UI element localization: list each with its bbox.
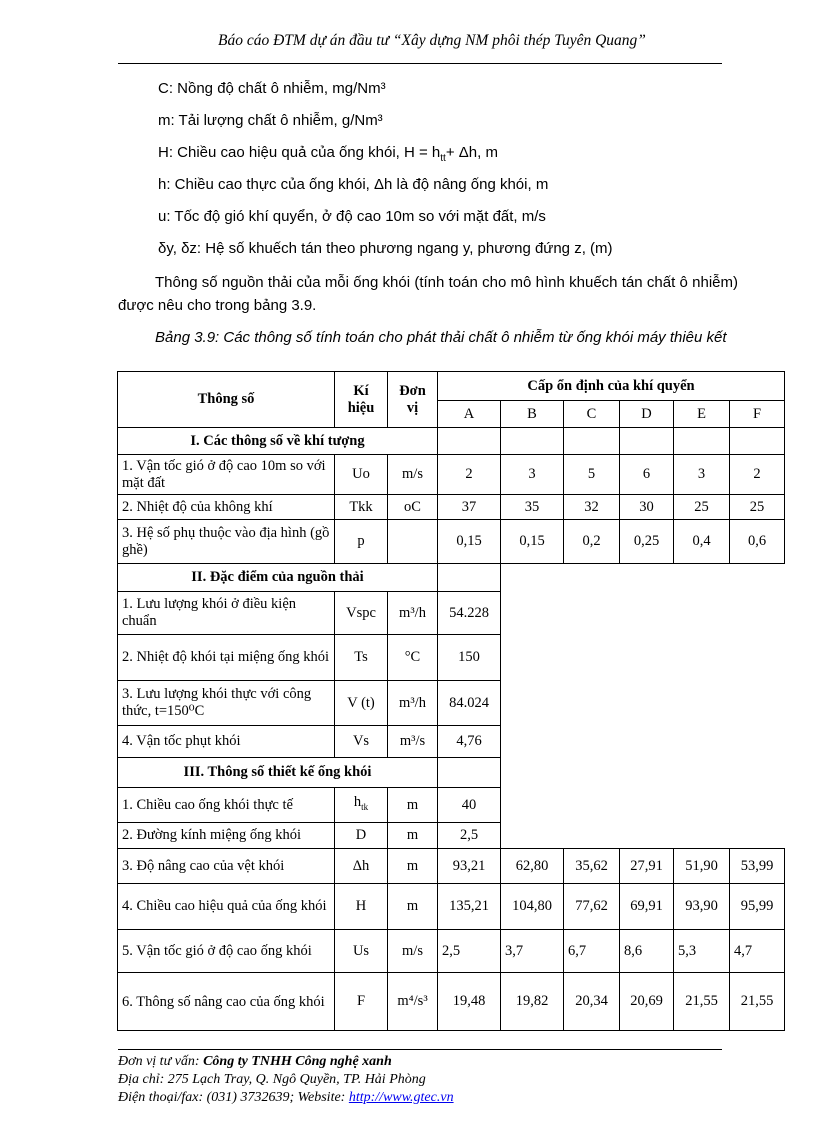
param-label: 1. Chiều cao ống khói thực tế	[118, 788, 335, 823]
class-d: D	[620, 401, 674, 428]
value-a: 93,21	[438, 849, 501, 884]
table-row	[118, 455, 785, 495]
class-c: C	[564, 401, 620, 428]
value-single: 40	[438, 788, 501, 823]
footer-consultant-label: Đơn vị tư vấn:	[118, 1054, 200, 1069]
value-c: 6,7	[564, 930, 620, 973]
param-symbol-base: h	[353, 794, 362, 811]
param-unit: °C	[388, 635, 438, 681]
param-symbol	[335, 788, 388, 823]
value-b: 0,15	[501, 520, 564, 564]
section-title: III. Thông số thiết kế ống khói	[118, 758, 438, 788]
footer-contact	[118, 1089, 454, 1107]
value-single: 54.228	[438, 592, 501, 635]
value-f: 25	[730, 495, 785, 520]
param-symbol: Vspc	[335, 592, 388, 635]
class-f: F	[730, 401, 785, 428]
value-c: 5	[564, 455, 620, 495]
page-footer	[118, 1053, 454, 1107]
footer-consultant	[118, 1053, 454, 1071]
value-a: 0,15	[438, 520, 501, 564]
definition-h-text: H: Chiều cao hiệu quả của ống khói, H = h	[158, 144, 441, 161]
table-row	[118, 849, 785, 884]
value-d: 30	[620, 495, 674, 520]
param-symbol: Us	[335, 930, 388, 973]
value-a: 19,48	[438, 973, 501, 1031]
section-row	[118, 564, 785, 592]
definition-h-real: h: Chiều cao thực của ống khói, Δh là độ nâng ống khói, m	[158, 176, 549, 193]
param-symbol: V (t)	[335, 681, 388, 726]
param-symbol: H	[335, 884, 388, 930]
value-d: 0,25	[620, 520, 674, 564]
footer-consultant-name: Công ty TNHH Công nghệ xanh	[203, 1054, 392, 1069]
param-unit: oC	[388, 495, 438, 520]
param-symbol: Vs	[335, 726, 388, 758]
value-single: 150	[438, 635, 501, 681]
param-symbol: p	[335, 520, 388, 564]
param-symbol: Δh	[335, 849, 388, 884]
definition-u: u: Tốc độ gió khí quyển, ở độ cao 10m so với mặt đất, m/s	[158, 208, 546, 225]
table-caption: Bảng 3.9: Các thông số tính toán cho phát thải chất ô nhiễm từ ống khói máy thiêu kết	[155, 329, 727, 346]
param-label: 3. Độ nâng cao của vệt khói	[118, 849, 335, 884]
table-row	[118, 930, 785, 973]
header-stability: Cấp ổn định của khí quyển	[438, 372, 785, 401]
value-a: 37	[438, 495, 501, 520]
header-param: Thông số	[118, 372, 335, 428]
table-row	[118, 788, 785, 823]
param-label: 3. Hệ số phụ thuộc vào địa hình (gồ ghề)	[118, 520, 335, 564]
value-c: 20,34	[564, 973, 620, 1031]
footer-website-link[interactable]: http://www.gtec.vn	[348, 1090, 454, 1105]
param-symbol-sub: tk	[361, 801, 369, 812]
value-d: 6	[620, 455, 674, 495]
value-d: 8,6	[620, 930, 674, 973]
footer-phone: Điện thoại/fax: (031) 3732639; Website:	[118, 1090, 346, 1105]
value-f: 2	[730, 455, 785, 495]
header-symbol: Kí hiệu	[335, 372, 388, 428]
param-unit: m³/h	[388, 592, 438, 635]
table-header-row	[118, 372, 785, 401]
value-e: 21,55	[674, 973, 730, 1031]
definition-h-tail: + Δh, m	[445, 144, 498, 161]
table-row	[118, 520, 785, 564]
value-c: 32	[564, 495, 620, 520]
param-unit: m	[388, 884, 438, 930]
param-symbol: F	[335, 973, 388, 1031]
definition-m: m: Tải lượng chất ô nhiễm, g/Nm³	[158, 112, 383, 129]
value-f: 4,7	[730, 930, 785, 973]
definition-sigma: δy, δz: Hệ số khuếch tán theo phương ngang y, phương đứng z, (m)	[158, 240, 613, 257]
value-single: 84.024	[438, 681, 501, 726]
param-unit: m⁴/s³	[388, 973, 438, 1031]
value-b: 3,7	[501, 930, 564, 973]
definition-h-sub: tt	[440, 153, 446, 164]
param-label: 1. Vận tốc gió ở độ cao 10m so với mặt đất	[118, 455, 335, 495]
table-row	[118, 884, 785, 930]
value-e: 0,4	[674, 520, 730, 564]
table-row	[118, 495, 785, 520]
value-a: 135,21	[438, 884, 501, 930]
header-unit: Đơn vị	[388, 372, 438, 428]
parameter-table	[117, 371, 785, 1031]
value-single: 4,76	[438, 726, 501, 758]
section-title: I. Các thông số về khí tượng	[118, 428, 438, 455]
class-b: B	[501, 401, 564, 428]
param-label: 2. Nhiệt độ của không khí	[118, 495, 335, 520]
param-symbol: Ts	[335, 635, 388, 681]
value-c: 77,62	[564, 884, 620, 930]
value-e: 51,90	[674, 849, 730, 884]
param-unit: m	[388, 823, 438, 849]
param-unit: m/s	[388, 930, 438, 973]
page-header: Báo cáo ĐTM dự án đầu tư “Xây dựng NM phôi thép Tuyên Quang”	[218, 32, 646, 49]
value-a: 2	[438, 455, 501, 495]
param-label: 6. Thông số nâng cao của ống khói	[118, 973, 335, 1031]
param-label: 4. Vận tốc phụt khói	[118, 726, 335, 758]
header-rule	[118, 63, 722, 64]
value-e: 3	[674, 455, 730, 495]
value-b: 104,80	[501, 884, 564, 930]
param-label: 4. Chiều cao hiệu quả của ống khói	[118, 884, 335, 930]
footer-rule	[118, 1049, 722, 1050]
value-f: 53,99	[730, 849, 785, 884]
value-single: 2,5	[438, 823, 501, 849]
param-unit	[388, 520, 438, 564]
class-e: E	[674, 401, 730, 428]
value-a: 2,5	[438, 930, 501, 973]
value-f: 0,6	[730, 520, 785, 564]
value-b: 62,80	[501, 849, 564, 884]
value-d: 69,91	[620, 884, 674, 930]
class-a: A	[438, 401, 501, 428]
param-label: 3. Lưu lượng khói thực với công thức, t=150⁰C	[118, 681, 335, 726]
param-symbol: Uo	[335, 455, 388, 495]
intro-paragraph: Thông số nguồn thải của mỗi ống khói (tính toán cho mô hình khuếch tán chất ô nhiễm) được nêu cho trong bảng 3.9.	[118, 274, 738, 314]
definition-c: C: Nồng độ chất ô nhiễm, mg/Nm³	[158, 80, 386, 97]
param-unit: m/s	[388, 455, 438, 495]
value-e: 93,90	[674, 884, 730, 930]
table-row	[118, 973, 785, 1031]
value-e: 5,3	[674, 930, 730, 973]
param-label: 2. Đường kính miệng ống khói	[118, 823, 335, 849]
value-d: 27,91	[620, 849, 674, 884]
value-f: 21,55	[730, 973, 785, 1031]
value-b: 19,82	[501, 973, 564, 1031]
param-unit: m³/s	[388, 726, 438, 758]
value-b: 35	[501, 495, 564, 520]
section-row	[118, 428, 785, 455]
param-symbol: D	[335, 823, 388, 849]
value-b: 3	[501, 455, 564, 495]
footer-address: Địa chỉ: 275 Lạch Tray, Q. Ngô Quyền, TP. Hải Phòng	[118, 1072, 426, 1087]
param-unit: m³/h	[388, 681, 438, 726]
param-label: 5. Vận tốc gió ở độ cao ống khói	[118, 930, 335, 973]
value-f: 95,99	[730, 884, 785, 930]
value-d: 20,69	[620, 973, 674, 1031]
param-symbol: Tkk	[335, 495, 388, 520]
param-label: 2. Nhiệt độ khói tại miệng ống khói	[118, 635, 335, 681]
param-unit: m	[388, 788, 438, 823]
value-e: 25	[674, 495, 730, 520]
section-title: II. Đặc điểm của nguồn thải	[118, 564, 438, 592]
definition-h-effective	[158, 144, 498, 164]
param-label: 1. Lưu lượng khói ở điều kiện chuẩn	[118, 592, 335, 635]
value-c: 35,62	[564, 849, 620, 884]
param-unit: m	[388, 849, 438, 884]
value-c: 0,2	[564, 520, 620, 564]
